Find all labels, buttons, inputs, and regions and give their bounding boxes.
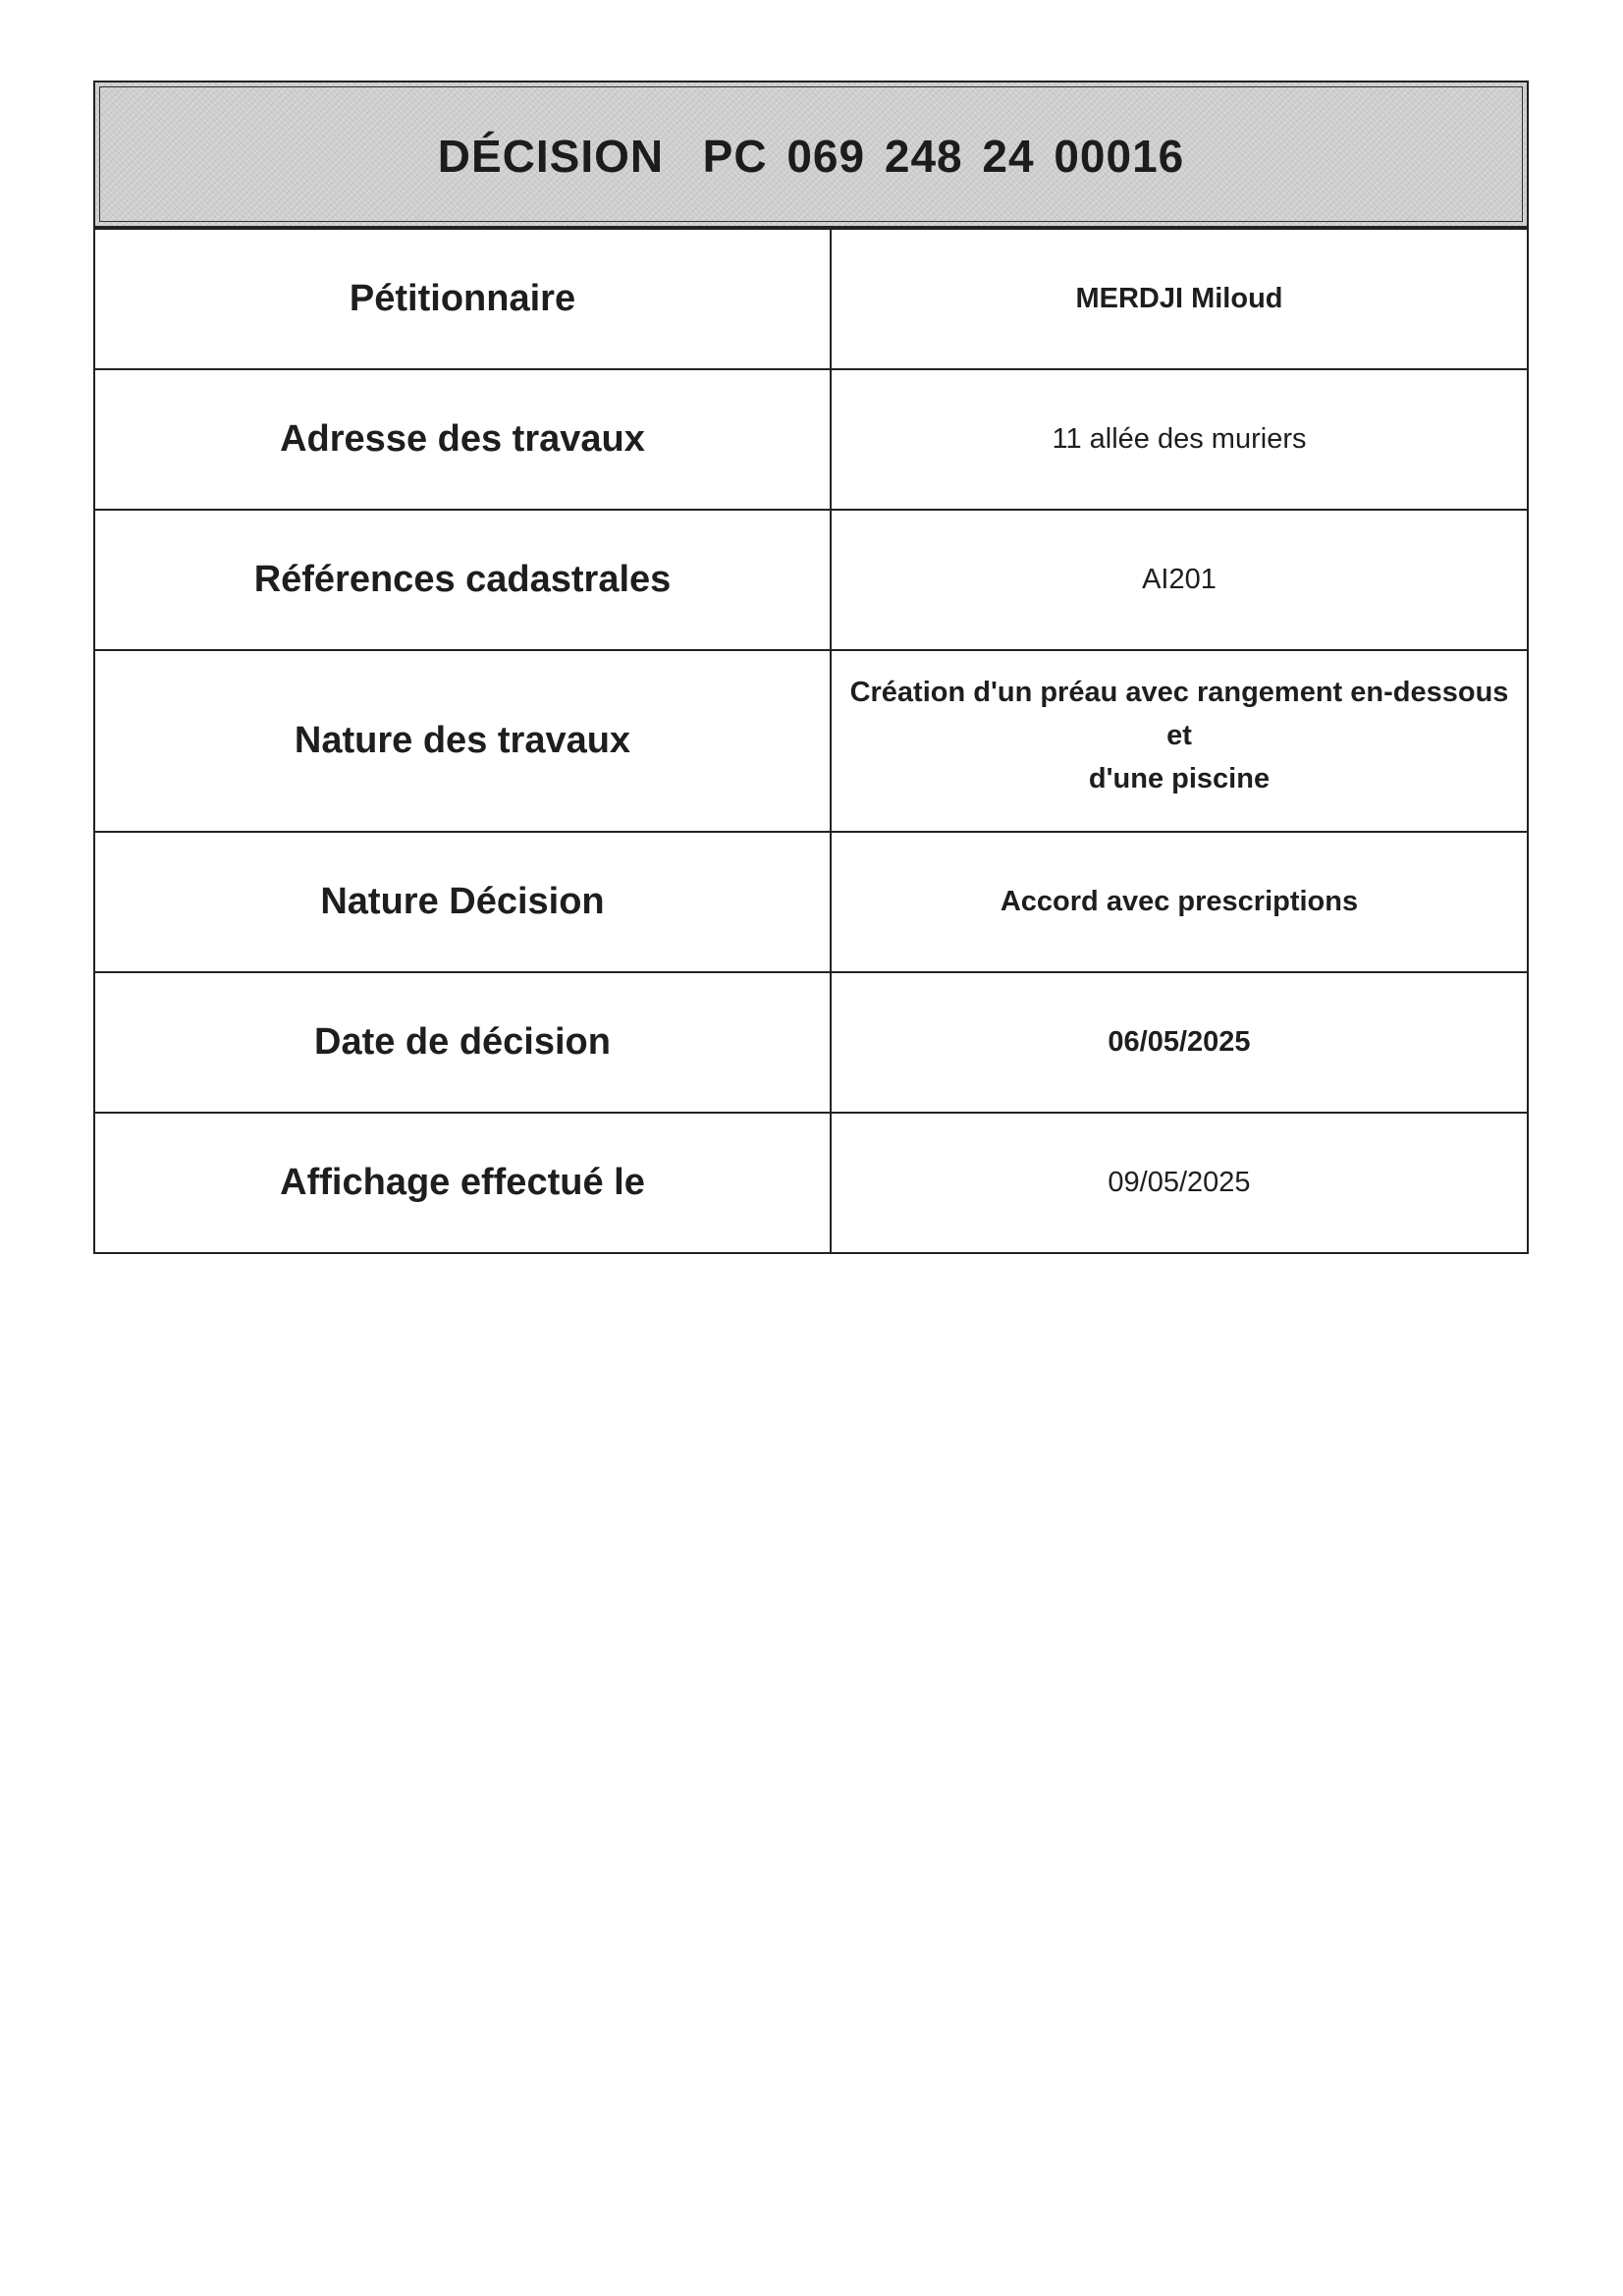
nature-travaux-line-2: d'une piscine xyxy=(1088,762,1271,794)
decision-title: DÉCISION PC 069 248 24 00016 xyxy=(437,131,1185,182)
row-value: MERDJI Miloud xyxy=(831,229,1528,369)
row-label: Nature des travaux xyxy=(94,650,831,832)
decision-title-box xyxy=(93,81,1529,228)
row-label: Nature Décision xyxy=(94,832,831,972)
table-row-petitionnaire xyxy=(94,229,1528,369)
row-value: 06/05/2025 xyxy=(831,972,1528,1113)
row-value: 09/05/2025 xyxy=(831,1113,1528,1253)
row-value: 11 allée des muriers xyxy=(831,369,1528,510)
table-row-references xyxy=(94,510,1528,650)
row-label: Adresse des travaux xyxy=(94,369,831,510)
row-value xyxy=(831,650,1528,832)
decision-sheet xyxy=(93,81,1529,1254)
row-label: Date de décision xyxy=(94,972,831,1113)
decision-info-table xyxy=(93,228,1529,1254)
row-label: Références cadastrales xyxy=(94,510,831,650)
table-row-date-decision xyxy=(94,972,1528,1113)
nature-travaux-line-1: Création d'un préau avec rangement en-dessous et xyxy=(849,676,1509,751)
nature-travaux-text xyxy=(841,671,1517,800)
row-value: AI201 xyxy=(831,510,1528,650)
row-label: Affichage effectué le xyxy=(94,1113,831,1253)
table-row-affichage xyxy=(94,1113,1528,1253)
table-row-adresse xyxy=(94,369,1528,510)
row-value: Accord avec prescriptions xyxy=(831,832,1528,972)
table-row-nature-decision xyxy=(94,832,1528,972)
row-label: Pétitionnaire xyxy=(94,229,831,369)
table-row-nature-travaux xyxy=(94,650,1528,832)
